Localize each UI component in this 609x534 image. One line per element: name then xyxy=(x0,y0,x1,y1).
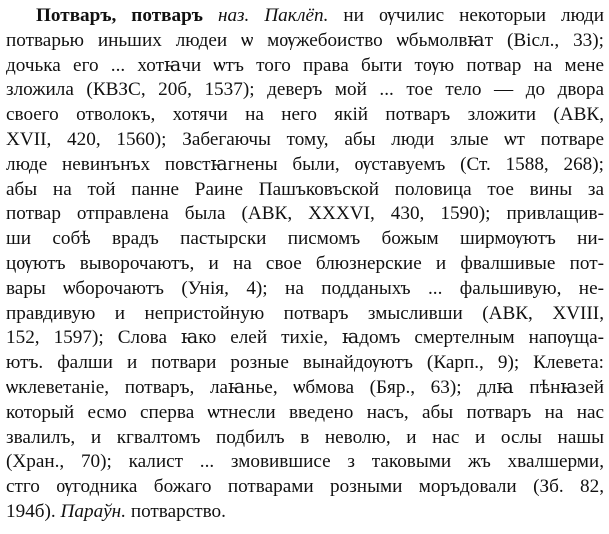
entry-line xyxy=(6,153,604,178)
entry-line xyxy=(6,426,604,451)
headword: Потваръ, потваръ xyxy=(36,5,203,26)
entry-text: ютъ. фалши и потвари розные вынайдѹютъ (Карп., 9); Клевета: xyxy=(6,352,604,374)
entry-line xyxy=(6,227,604,252)
entry-line xyxy=(6,54,604,79)
entry-text: ѡклеветаніе, потваръ, лаꙗнье, ѡбмова (Бяр., 63); длꙗ пѣнꙗзей xyxy=(6,376,604,398)
entry-text: вары ѡборочаютъ (Унія, 4); на подданыхъ ... фальшивую, не- xyxy=(6,277,604,299)
entry-text: 194б). xyxy=(6,500,61,522)
entry-text: который есмо сперва ѡтнесли введено насъ, абы потваръ на нас xyxy=(6,401,604,423)
entry-line xyxy=(6,351,604,376)
entry-text: 152, 1597); Слова ꙗко елей тихіе, ꙗдомъ смертелным напѹща- xyxy=(6,327,604,349)
entry-line xyxy=(6,326,604,351)
entry-line xyxy=(6,277,604,302)
entry-line xyxy=(6,103,604,128)
entry-text: потварью иньших людеи ѡ мѹжебоиство ѡбьмолвꙗт (Вісл., 33); xyxy=(6,29,604,51)
entry-line xyxy=(6,376,604,401)
entry-line xyxy=(6,4,604,29)
entry-text: люде невинънъх повстꙗгнены были, ѹставуемъ (Ст. 1588, 268); xyxy=(6,153,604,175)
entry-line xyxy=(6,202,604,227)
entry-text: абы на той панне Раине Пашъковъской половица тое вины за xyxy=(6,178,604,200)
entry-line xyxy=(6,500,604,525)
entry-line xyxy=(6,401,604,426)
entry-line xyxy=(6,302,604,327)
entry-text: стго ѹгодника божаго потварами розными моръдовали (Зб. 82, xyxy=(6,476,604,498)
entry-text: потвар отправлена была (АВК, XXXVI, 430, 1590); привлащив- xyxy=(6,203,604,225)
entry-line xyxy=(6,178,604,203)
entry-text: ши собѣ врадъ пастырски писмомъ божым ширмѹютъ ни- xyxy=(6,228,604,250)
entry-line xyxy=(6,128,604,153)
entry-line xyxy=(6,29,604,54)
entry-text: зложила (КВЗС, 20б, 1537); деверъ мой ... тое тело — до двора xyxy=(6,79,604,101)
entry-text: ни ѹчилис некоторыи люди xyxy=(328,5,605,26)
entry-text: цѹютъ выворочаютъ, и на свое блюзнерские и фвалшивые пот- xyxy=(6,252,604,274)
entry-line xyxy=(6,252,604,277)
italic-annotation: Параўн. xyxy=(60,500,127,522)
entry-text: правдивую и непристойную потваръ змысливши (АВК, XVIII, xyxy=(6,302,604,324)
entry-text: дочька его ... хотꙗчи ѡтъ того права быти тѹю потвар на мене xyxy=(6,54,604,76)
entry-text: звалилъ, и кгвалтомъ подбилъ в неволю, и нас и ослы нашы xyxy=(6,426,604,448)
dictionary-entry xyxy=(6,4,604,525)
entry-line xyxy=(6,475,604,500)
entry-line xyxy=(6,450,604,475)
italic-annotation: наз. Паклёп. xyxy=(217,5,329,26)
entry-text: потварство. xyxy=(126,500,226,522)
entry-text: (Хран., 70); калист ... змовившисе з таковыми жъ хвалшерми, xyxy=(6,451,604,473)
entry-text: своего отволокъ, хотячи на него якій потваръ зложити (АВК, xyxy=(6,104,604,126)
entry-line xyxy=(6,78,604,103)
entry-text xyxy=(203,5,218,26)
entry-text: XVII, 420, 1560); Забегаючы тому, абы люди злые ѡт потваре xyxy=(6,128,604,150)
